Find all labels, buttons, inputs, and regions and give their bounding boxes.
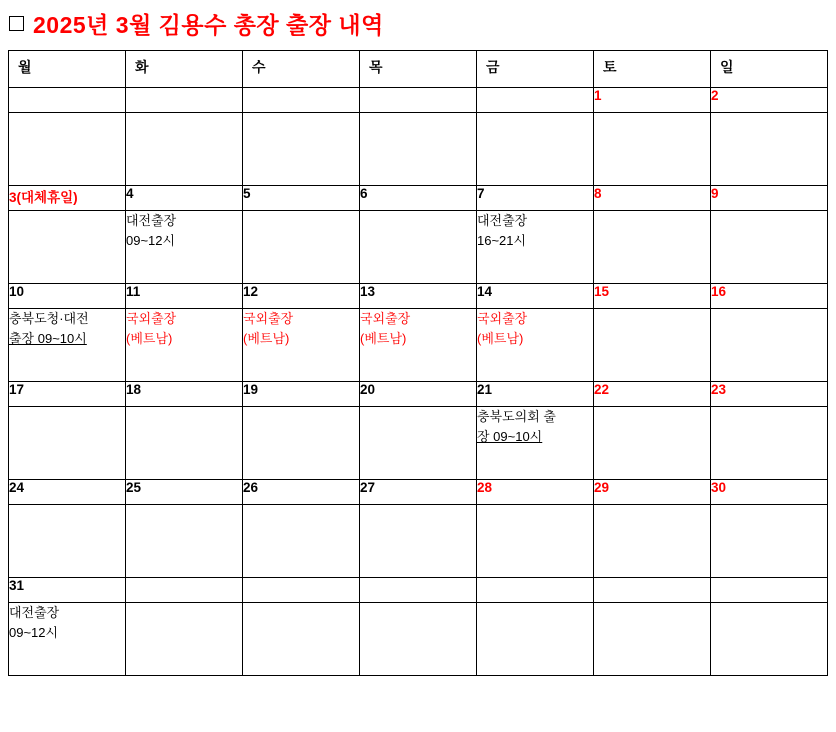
day-events-cell-empty: [711, 113, 828, 186]
day-number-cell: [126, 88, 243, 113]
day-events-cell: [126, 309, 243, 382]
calendar-week-numbers-row: [9, 480, 828, 505]
day-events-cell-empty: [9, 505, 126, 578]
checkbox-empty-icon: [9, 16, 24, 31]
day-events-cell-empty: [360, 211, 477, 284]
day-events-cell-empty: [360, 603, 477, 676]
day-events-cell-empty: [711, 309, 828, 382]
day-number-cell: [360, 88, 477, 113]
event-text: (베트남): [243, 331, 290, 347]
day-number-cell: [9, 88, 126, 113]
day-events-cell-empty: [243, 603, 360, 676]
event-text: 국외출장: [360, 311, 411, 326]
day-number-cell: [594, 578, 711, 603]
day-number-cell: 14: [477, 284, 594, 309]
day-events-cell-empty: [477, 505, 594, 578]
day-number-cell: 6: [360, 186, 477, 211]
event-text: (베트남): [126, 331, 173, 347]
day-number-cell: 29: [594, 480, 711, 505]
day-events-cell-empty: [360, 505, 477, 578]
calendar-week-events-row: [9, 309, 828, 382]
day-number-cell: 15: [594, 284, 711, 309]
day-events-cell-empty: [9, 407, 126, 480]
day-events-cell: [126, 211, 243, 284]
day-number-cell: [126, 578, 243, 603]
day-number-cell: 8: [594, 186, 711, 211]
day-number-cell: 27: [360, 480, 477, 505]
calendar-week-numbers-row: [9, 382, 828, 407]
calendar-week-numbers-row: [9, 284, 828, 309]
day-number-cell: 5: [243, 186, 360, 211]
weekday-header-thu: 목: [360, 51, 477, 88]
day-number-cell: [711, 578, 828, 603]
day-events-cell: [9, 603, 126, 676]
event-text: 출장 09~10시: [9, 331, 87, 347]
day-number-cell: 28: [477, 480, 594, 505]
event-text: 대전출장: [477, 213, 528, 228]
event-text: 대전출장: [9, 605, 60, 620]
day-events-cell: [360, 309, 477, 382]
day-events-cell-empty: [360, 113, 477, 186]
day-number-cell: [243, 88, 360, 113]
event-text: (베트남): [360, 331, 407, 347]
calendar-week-numbers-row: [9, 578, 828, 603]
day-events-cell-empty: [126, 505, 243, 578]
day-number-cell: 26: [243, 480, 360, 505]
day-number-cell: 4: [126, 186, 243, 211]
day-events-cell: [9, 309, 126, 382]
day-events-cell-empty: [360, 407, 477, 480]
event-text: 국외출장: [126, 311, 177, 326]
calendar-week-events-row: [9, 407, 828, 480]
calendar-week-numbers-row: [9, 88, 828, 113]
event-text: 대전출장: [126, 213, 177, 228]
day-events-cell-empty: [711, 211, 828, 284]
day-events-cell-empty: [9, 113, 126, 186]
weekday-header-mon: 월: [9, 51, 126, 88]
day-events-cell-empty: [126, 407, 243, 480]
day-number-cell: [477, 578, 594, 603]
business-trip-calendar: [8, 50, 828, 676]
calendar-week-events-row: [9, 505, 828, 578]
day-number-cell: 21: [477, 382, 594, 407]
day-number-cell: 23: [711, 382, 828, 407]
weekday-header-tue: 화: [126, 51, 243, 88]
calendar-week-events-row: [9, 211, 828, 284]
event-text: 09~12시: [9, 625, 59, 641]
day-events-cell-empty: [711, 505, 828, 578]
event-text: 09~12시: [126, 233, 176, 249]
day-events-cell: [243, 309, 360, 382]
day-number-cell: 18: [126, 382, 243, 407]
day-number-cell: 25: [126, 480, 243, 505]
day-number-cell: 17: [9, 382, 126, 407]
calendar-week-numbers-row: [9, 186, 828, 211]
calendar-week-events-row: [9, 113, 828, 186]
day-events-cell-empty: [126, 113, 243, 186]
day-events-cell: [477, 407, 594, 480]
day-events-cell-empty: [9, 211, 126, 284]
day-events-cell: [477, 309, 594, 382]
day-events-cell-empty: [243, 407, 360, 480]
day-number-cell: [360, 578, 477, 603]
weekday-header-fri: 금: [477, 51, 594, 88]
event-text: 충북도의회 출: [477, 409, 556, 424]
calendar-week-events-row: [9, 603, 828, 676]
day-events-cell: [477, 211, 594, 284]
day-number-cell: 7: [477, 186, 594, 211]
weekday-header-sat: 토: [594, 51, 711, 88]
day-events-cell-empty: [243, 211, 360, 284]
day-number-cell: 19: [243, 382, 360, 407]
day-events-cell-empty: [126, 603, 243, 676]
day-events-cell-empty: [594, 407, 711, 480]
event-text: 16~21시: [477, 233, 527, 249]
day-number-cell: 31: [9, 578, 126, 603]
day-number-cell: 30: [711, 480, 828, 505]
day-number-cell: 16: [711, 284, 828, 309]
day-number-cell: 13: [360, 284, 477, 309]
day-events-cell-empty: [594, 211, 711, 284]
weekday-header-sun: 일: [711, 51, 828, 88]
event-text: 국외출장: [243, 311, 294, 326]
day-events-cell-empty: [243, 505, 360, 578]
event-text: (베트남): [477, 331, 524, 347]
day-events-cell-empty: [594, 603, 711, 676]
day-events-cell-empty: [243, 113, 360, 186]
day-number-cell: 24: [9, 480, 126, 505]
day-number-cell: 10: [9, 284, 126, 309]
day-events-cell-empty: [594, 505, 711, 578]
event-text: 장 09~10시: [477, 429, 543, 445]
day-number-cell: 22: [594, 382, 711, 407]
day-number-cell: 3(대체휴일): [9, 186, 126, 211]
event-text: 국외출장: [477, 311, 528, 326]
day-events-cell-empty: [477, 113, 594, 186]
day-number-cell: 9: [711, 186, 828, 211]
day-number-cell: 1: [594, 88, 711, 113]
day-events-cell-empty: [711, 603, 828, 676]
day-number-cell: 20: [360, 382, 477, 407]
day-number-cell: 2: [711, 88, 828, 113]
day-events-cell-empty: [477, 603, 594, 676]
weekday-header-wed: 수: [243, 51, 360, 88]
calendar-header-row: [9, 51, 828, 88]
day-events-cell-empty: [594, 113, 711, 186]
event-text: 충북도청·대전: [9, 311, 89, 326]
page-title: 2025년 3월 김용수 총장 출장 내역: [33, 12, 384, 38]
day-number-cell: 11: [126, 284, 243, 309]
document-header: [0, 0, 836, 38]
day-number-cell: [243, 578, 360, 603]
day-events-cell-empty: [594, 309, 711, 382]
day-number-cell: [477, 88, 594, 113]
day-events-cell-empty: [711, 407, 828, 480]
day-number-cell: 12: [243, 284, 360, 309]
